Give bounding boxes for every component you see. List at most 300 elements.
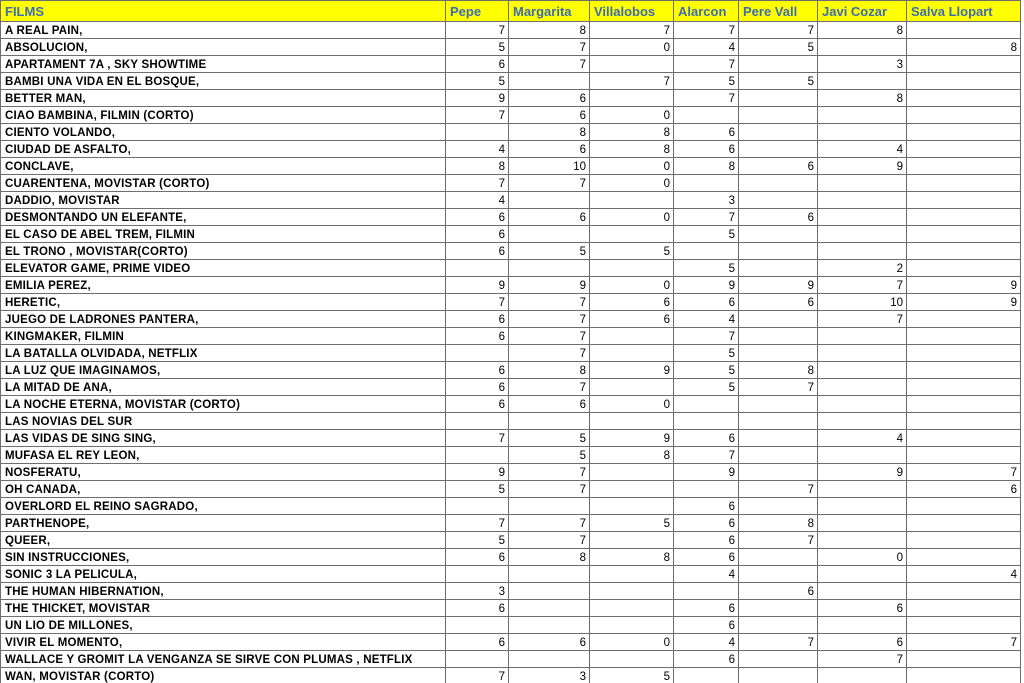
score-cell-margarita[interactable]: 8: [509, 362, 590, 379]
score-cell-margarita[interactable]: 10: [509, 158, 590, 175]
score-cell-salva-llopart[interactable]: [907, 56, 1021, 73]
film-name-cell[interactable]: NOSFERATU,: [1, 464, 446, 481]
score-cell-pere-vall[interactable]: 7: [739, 532, 818, 549]
score-cell-pepe[interactable]: 7: [446, 175, 509, 192]
score-cell-salva-llopart[interactable]: [907, 668, 1021, 683]
score-cell-alarcon[interactable]: 6: [674, 549, 739, 566]
score-cell-alarcon[interactable]: [674, 668, 739, 683]
score-cell-pepe[interactable]: 9: [446, 277, 509, 294]
score-cell-salva-llopart[interactable]: [907, 396, 1021, 413]
score-cell-javi-cozar[interactable]: 3: [818, 56, 907, 73]
score-cell-villalobos[interactable]: [590, 498, 674, 515]
score-cell-pere-vall[interactable]: 6: [739, 158, 818, 175]
score-cell-pere-vall[interactable]: [739, 107, 818, 124]
column-header-pere-vall[interactable]: Pere Vall: [739, 1, 818, 22]
score-cell-margarita[interactable]: 6: [509, 90, 590, 107]
film-name-cell[interactable]: ABSOLUCION,: [1, 39, 446, 56]
score-cell-alarcon[interactable]: 6: [674, 532, 739, 549]
score-cell-margarita[interactable]: 6: [509, 634, 590, 651]
score-cell-salva-llopart[interactable]: [907, 651, 1021, 668]
score-cell-alarcon[interactable]: 4: [674, 39, 739, 56]
score-cell-margarita[interactable]: 7: [509, 464, 590, 481]
score-cell-pere-vall[interactable]: [739, 430, 818, 447]
film-name-cell[interactable]: CIENTO VOLANDO,: [1, 124, 446, 141]
score-cell-salva-llopart[interactable]: 9: [907, 294, 1021, 311]
score-cell-villalobos[interactable]: [590, 617, 674, 634]
film-name-cell[interactable]: CONCLAVE,: [1, 158, 446, 175]
score-cell-salva-llopart[interactable]: [907, 209, 1021, 226]
score-cell-pepe[interactable]: 8: [446, 158, 509, 175]
score-cell-villalobos[interactable]: 5: [590, 668, 674, 683]
score-cell-pepe[interactable]: [446, 651, 509, 668]
score-cell-margarita[interactable]: 6: [509, 141, 590, 158]
score-cell-pere-vall[interactable]: [739, 226, 818, 243]
film-name-cell[interactable]: APARTAMENT 7A , SKY SHOWTIME: [1, 56, 446, 73]
score-cell-pere-vall[interactable]: [739, 396, 818, 413]
score-cell-javi-cozar[interactable]: 4: [818, 430, 907, 447]
score-cell-alarcon[interactable]: [674, 396, 739, 413]
score-cell-javi-cozar[interactable]: [818, 447, 907, 464]
score-cell-villalobos[interactable]: 0: [590, 39, 674, 56]
score-cell-margarita[interactable]: 8: [509, 22, 590, 39]
score-cell-javi-cozar[interactable]: [818, 396, 907, 413]
score-cell-pepe[interactable]: 7: [446, 22, 509, 39]
score-cell-salva-llopart[interactable]: [907, 158, 1021, 175]
score-cell-alarcon[interactable]: 4: [674, 311, 739, 328]
score-cell-alarcon[interactable]: 6: [674, 430, 739, 447]
score-cell-pepe[interactable]: 6: [446, 362, 509, 379]
score-cell-margarita[interactable]: 5: [509, 447, 590, 464]
score-cell-javi-cozar[interactable]: 2: [818, 260, 907, 277]
score-cell-salva-llopart[interactable]: 7: [907, 634, 1021, 651]
film-name-cell[interactable]: LA MITAD DE ANA,: [1, 379, 446, 396]
score-cell-pepe[interactable]: [446, 617, 509, 634]
score-cell-salva-llopart[interactable]: [907, 362, 1021, 379]
score-cell-pepe[interactable]: 7: [446, 107, 509, 124]
score-cell-margarita[interactable]: 7: [509, 294, 590, 311]
score-cell-javi-cozar[interactable]: [818, 515, 907, 532]
score-cell-pepe[interactable]: 6: [446, 311, 509, 328]
score-cell-javi-cozar[interactable]: 7: [818, 311, 907, 328]
score-cell-pere-vall[interactable]: [739, 192, 818, 209]
score-cell-alarcon[interactable]: 6: [674, 515, 739, 532]
score-cell-villalobos[interactable]: [590, 532, 674, 549]
film-name-cell[interactable]: CIUDAD DE ASFALTO,: [1, 141, 446, 158]
score-cell-margarita[interactable]: 7: [509, 515, 590, 532]
score-cell-pere-vall[interactable]: [739, 600, 818, 617]
score-cell-salva-llopart[interactable]: [907, 345, 1021, 362]
score-cell-javi-cozar[interactable]: [818, 668, 907, 683]
score-cell-pepe[interactable]: 7: [446, 294, 509, 311]
film-name-cell[interactable]: CIAO BAMBINA, FILMIN (CORTO): [1, 107, 446, 124]
score-cell-pere-vall[interactable]: [739, 260, 818, 277]
score-cell-margarita[interactable]: 7: [509, 311, 590, 328]
film-name-cell[interactable]: EMILIA PEREZ,: [1, 277, 446, 294]
score-cell-javi-cozar[interactable]: 10: [818, 294, 907, 311]
score-cell-villalobos[interactable]: [590, 226, 674, 243]
film-name-cell[interactable]: BAMBI UNA VIDA EN EL BOSQUE,: [1, 73, 446, 90]
film-name-cell[interactable]: LA NOCHE ETERNA, MOVISTAR (CORTO): [1, 396, 446, 413]
score-cell-salva-llopart[interactable]: 4: [907, 566, 1021, 583]
score-cell-javi-cozar[interactable]: 0: [818, 549, 907, 566]
score-cell-villalobos[interactable]: [590, 90, 674, 107]
score-cell-alarcon[interactable]: 7: [674, 328, 739, 345]
score-cell-pepe[interactable]: 3: [446, 583, 509, 600]
score-cell-villalobos[interactable]: 5: [590, 515, 674, 532]
score-cell-pepe[interactable]: 6: [446, 243, 509, 260]
score-cell-alarcon[interactable]: [674, 175, 739, 192]
score-cell-pere-vall[interactable]: [739, 141, 818, 158]
score-cell-villalobos[interactable]: [590, 413, 674, 430]
score-cell-alarcon[interactable]: [674, 583, 739, 600]
score-cell-pepe[interactable]: 6: [446, 328, 509, 345]
score-cell-alarcon[interactable]: 5: [674, 73, 739, 90]
score-cell-pere-vall[interactable]: [739, 464, 818, 481]
score-cell-alarcon[interactable]: 7: [674, 209, 739, 226]
score-cell-villalobos[interactable]: 0: [590, 209, 674, 226]
film-name-cell[interactable]: QUEER,: [1, 532, 446, 549]
score-cell-alarcon[interactable]: 5: [674, 260, 739, 277]
score-cell-alarcon[interactable]: 6: [674, 651, 739, 668]
score-cell-salva-llopart[interactable]: [907, 141, 1021, 158]
score-cell-pepe[interactable]: 6: [446, 549, 509, 566]
score-cell-villalobos[interactable]: 8: [590, 141, 674, 158]
score-cell-alarcon[interactable]: [674, 107, 739, 124]
score-cell-pere-vall[interactable]: [739, 413, 818, 430]
score-cell-pere-vall[interactable]: 7: [739, 22, 818, 39]
score-cell-pere-vall[interactable]: 6: [739, 294, 818, 311]
score-cell-javi-cozar[interactable]: [818, 192, 907, 209]
score-cell-javi-cozar[interactable]: 6: [818, 600, 907, 617]
score-cell-salva-llopart[interactable]: 9: [907, 277, 1021, 294]
score-cell-pepe[interactable]: 5: [446, 481, 509, 498]
score-cell-pere-vall[interactable]: 8: [739, 515, 818, 532]
score-cell-salva-llopart[interactable]: [907, 583, 1021, 600]
film-name-cell[interactable]: SONIC 3 LA PELICULA,: [1, 566, 446, 583]
score-cell-salva-llopart[interactable]: [907, 498, 1021, 515]
film-name-cell[interactable]: A REAL PAIN,: [1, 22, 446, 39]
score-cell-margarita[interactable]: [509, 651, 590, 668]
score-cell-salva-llopart[interactable]: [907, 243, 1021, 260]
score-cell-alarcon[interactable]: 9: [674, 464, 739, 481]
score-cell-margarita[interactable]: 7: [509, 532, 590, 549]
score-cell-alarcon[interactable]: 7: [674, 447, 739, 464]
score-cell-salva-llopart[interactable]: [907, 124, 1021, 141]
film-name-cell[interactable]: WAN, MOVISTAR (CORTO): [1, 668, 446, 683]
score-cell-salva-llopart[interactable]: 7: [907, 464, 1021, 481]
score-cell-alarcon[interactable]: 6: [674, 498, 739, 515]
score-cell-margarita[interactable]: [509, 260, 590, 277]
score-cell-javi-cozar[interactable]: [818, 328, 907, 345]
score-cell-javi-cozar[interactable]: [818, 617, 907, 634]
score-cell-margarita[interactable]: [509, 192, 590, 209]
film-name-cell[interactable]: PARTHENOPE,: [1, 515, 446, 532]
score-cell-pere-vall[interactable]: [739, 124, 818, 141]
film-name-cell[interactable]: THE THICKET, MOVISTAR: [1, 600, 446, 617]
score-cell-salva-llopart[interactable]: [907, 175, 1021, 192]
score-cell-pepe[interactable]: 4: [446, 141, 509, 158]
column-header-javi-cozar[interactable]: Javi Cozar: [818, 1, 907, 22]
score-cell-villalobos[interactable]: [590, 260, 674, 277]
score-cell-villalobos[interactable]: [590, 583, 674, 600]
score-cell-salva-llopart[interactable]: [907, 328, 1021, 345]
score-cell-salva-llopart[interactable]: [907, 226, 1021, 243]
score-cell-pere-vall[interactable]: 7: [739, 634, 818, 651]
column-header-villalobos[interactable]: Villalobos: [590, 1, 674, 22]
score-cell-margarita[interactable]: 8: [509, 124, 590, 141]
score-cell-alarcon[interactable]: 7: [674, 90, 739, 107]
score-cell-salva-llopart[interactable]: [907, 617, 1021, 634]
score-cell-pepe[interactable]: 6: [446, 379, 509, 396]
score-cell-margarita[interactable]: 6: [509, 209, 590, 226]
score-cell-margarita[interactable]: 7: [509, 481, 590, 498]
film-name-cell[interactable]: LAS VIDAS DE SING SING,: [1, 430, 446, 447]
score-cell-salva-llopart[interactable]: [907, 260, 1021, 277]
score-cell-alarcon[interactable]: 7: [674, 56, 739, 73]
score-cell-villalobos[interactable]: 7: [590, 22, 674, 39]
score-cell-villalobos[interactable]: 8: [590, 124, 674, 141]
score-cell-javi-cozar[interactable]: 9: [818, 158, 907, 175]
film-name-cell[interactable]: WALLACE Y GROMIT LA VENGANZA SE SIRVE CON PLUMAS , NETFLIX: [1, 651, 446, 668]
score-cell-margarita[interactable]: 7: [509, 39, 590, 56]
score-cell-pere-vall[interactable]: [739, 651, 818, 668]
score-cell-alarcon[interactable]: 6: [674, 600, 739, 617]
score-cell-villalobos[interactable]: [590, 328, 674, 345]
score-cell-villalobos[interactable]: 0: [590, 158, 674, 175]
score-cell-pere-vall[interactable]: [739, 566, 818, 583]
film-name-cell[interactable]: MUFASA EL REY LEON,: [1, 447, 446, 464]
score-cell-margarita[interactable]: 5: [509, 243, 590, 260]
score-cell-javi-cozar[interactable]: [818, 39, 907, 56]
score-cell-alarcon[interactable]: 5: [674, 345, 739, 362]
score-cell-villalobos[interactable]: [590, 651, 674, 668]
film-name-cell[interactable]: LA BATALLA OLVIDADA, NETFLIX: [1, 345, 446, 362]
score-cell-alarcon[interactable]: 3: [674, 192, 739, 209]
score-cell-pepe[interactable]: [446, 447, 509, 464]
score-cell-villalobos[interactable]: [590, 481, 674, 498]
score-cell-margarita[interactable]: 7: [509, 328, 590, 345]
score-cell-salva-llopart[interactable]: [907, 532, 1021, 549]
film-name-cell[interactable]: CUARENTENA, MOVISTAR (CORTO): [1, 175, 446, 192]
score-cell-alarcon[interactable]: 6: [674, 141, 739, 158]
score-cell-pepe[interactable]: 6: [446, 226, 509, 243]
score-cell-villalobos[interactable]: 0: [590, 107, 674, 124]
score-cell-margarita[interactable]: [509, 413, 590, 430]
score-cell-alarcon[interactable]: [674, 413, 739, 430]
score-cell-margarita[interactable]: 6: [509, 396, 590, 413]
score-cell-pepe[interactable]: 6: [446, 634, 509, 651]
score-cell-pere-vall[interactable]: [739, 498, 818, 515]
score-cell-javi-cozar[interactable]: [818, 481, 907, 498]
score-cell-javi-cozar[interactable]: [818, 566, 907, 583]
score-cell-villalobos[interactable]: 9: [590, 430, 674, 447]
score-cell-javi-cozar[interactable]: [818, 209, 907, 226]
score-cell-margarita[interactable]: [509, 566, 590, 583]
column-header-salva-llopart[interactable]: Salva Llopart: [907, 1, 1021, 22]
score-cell-salva-llopart[interactable]: [907, 311, 1021, 328]
score-cell-alarcon[interactable]: 9: [674, 277, 739, 294]
score-cell-margarita[interactable]: 7: [509, 379, 590, 396]
score-cell-pere-vall[interactable]: 9: [739, 277, 818, 294]
score-cell-pere-vall[interactable]: [739, 90, 818, 107]
score-cell-margarita[interactable]: 8: [509, 549, 590, 566]
film-name-cell[interactable]: LA LUZ QUE IMAGINAMOS,: [1, 362, 446, 379]
column-header-margarita[interactable]: Margarita: [509, 1, 590, 22]
score-cell-pere-vall[interactable]: [739, 56, 818, 73]
score-cell-alarcon[interactable]: [674, 481, 739, 498]
score-cell-alarcon[interactable]: 6: [674, 124, 739, 141]
score-cell-pepe[interactable]: [446, 345, 509, 362]
score-cell-javi-cozar[interactable]: [818, 345, 907, 362]
film-name-cell[interactable]: OVERLORD EL REINO SAGRADO,: [1, 498, 446, 515]
score-cell-villalobos[interactable]: 8: [590, 549, 674, 566]
film-name-cell[interactable]: VIVIR EL MOMENTO,: [1, 634, 446, 651]
score-cell-pepe[interactable]: 9: [446, 90, 509, 107]
score-cell-javi-cozar[interactable]: [818, 532, 907, 549]
score-cell-pere-vall[interactable]: [739, 345, 818, 362]
score-cell-pepe[interactable]: 4: [446, 192, 509, 209]
score-cell-salva-llopart[interactable]: [907, 549, 1021, 566]
score-cell-pepe[interactable]: [446, 498, 509, 515]
score-cell-villalobos[interactable]: [590, 56, 674, 73]
film-name-cell[interactable]: THE HUMAN HIBERNATION,: [1, 583, 446, 600]
score-cell-salva-llopart[interactable]: [907, 107, 1021, 124]
film-name-cell[interactable]: EL TRONO , MOVISTAR(CORTO): [1, 243, 446, 260]
film-name-cell[interactable]: UN LIO DE MILLONES,: [1, 617, 446, 634]
score-cell-pepe[interactable]: 9: [446, 464, 509, 481]
score-cell-javi-cozar[interactable]: [818, 73, 907, 90]
score-cell-pere-vall[interactable]: [739, 175, 818, 192]
score-cell-salva-llopart[interactable]: [907, 515, 1021, 532]
film-name-cell[interactable]: OH CANADA,: [1, 481, 446, 498]
score-cell-pere-vall[interactable]: [739, 328, 818, 345]
film-name-cell[interactable]: SIN INSTRUCCIONES,: [1, 549, 446, 566]
score-cell-villalobos[interactable]: [590, 600, 674, 617]
film-name-cell[interactable]: JUEGO DE LADRONES PANTERA,: [1, 311, 446, 328]
score-cell-salva-llopart[interactable]: [907, 379, 1021, 396]
score-cell-pere-vall[interactable]: [739, 311, 818, 328]
score-cell-pepe[interactable]: [446, 124, 509, 141]
score-cell-alarcon[interactable]: 5: [674, 226, 739, 243]
score-cell-javi-cozar[interactable]: [818, 498, 907, 515]
score-cell-villalobos[interactable]: [590, 345, 674, 362]
film-name-cell[interactable]: BETTER MAN,: [1, 90, 446, 107]
score-cell-villalobos[interactable]: 0: [590, 277, 674, 294]
score-cell-pere-vall[interactable]: [739, 243, 818, 260]
score-cell-pepe[interactable]: 7: [446, 430, 509, 447]
score-cell-villalobos[interactable]: 0: [590, 175, 674, 192]
score-cell-javi-cozar[interactable]: [818, 175, 907, 192]
score-cell-margarita[interactable]: [509, 617, 590, 634]
score-cell-javi-cozar[interactable]: 8: [818, 22, 907, 39]
score-cell-salva-llopart[interactable]: 8: [907, 39, 1021, 56]
column-header-pepe[interactable]: Pepe: [446, 1, 509, 22]
score-cell-alarcon[interactable]: 4: [674, 634, 739, 651]
score-cell-pere-vall[interactable]: 5: [739, 73, 818, 90]
score-cell-salva-llopart[interactable]: [907, 192, 1021, 209]
score-cell-salva-llopart[interactable]: [907, 90, 1021, 107]
score-cell-alarcon[interactable]: 5: [674, 379, 739, 396]
film-name-cell[interactable]: KINGMAKER, FILMIN: [1, 328, 446, 345]
score-cell-pepe[interactable]: 7: [446, 515, 509, 532]
score-cell-pere-vall[interactable]: 6: [739, 209, 818, 226]
score-cell-pepe[interactable]: [446, 566, 509, 583]
score-cell-alarcon[interactable]: [674, 243, 739, 260]
score-cell-pepe[interactable]: 5: [446, 39, 509, 56]
score-cell-pere-vall[interactable]: [739, 668, 818, 683]
score-cell-pepe[interactable]: 6: [446, 209, 509, 226]
score-cell-pere-vall[interactable]: [739, 549, 818, 566]
score-cell-margarita[interactable]: 7: [509, 175, 590, 192]
score-cell-salva-llopart[interactable]: [907, 430, 1021, 447]
score-cell-javi-cozar[interactable]: 9: [818, 464, 907, 481]
score-cell-javi-cozar[interactable]: 6: [818, 634, 907, 651]
score-cell-salva-llopart[interactable]: [907, 22, 1021, 39]
score-cell-pere-vall[interactable]: 7: [739, 481, 818, 498]
score-cell-javi-cozar[interactable]: [818, 413, 907, 430]
score-cell-javi-cozar[interactable]: 7: [818, 651, 907, 668]
column-header-films[interactable]: FILMS: [1, 1, 446, 22]
score-cell-margarita[interactable]: 7: [509, 345, 590, 362]
score-cell-salva-llopart[interactable]: [907, 600, 1021, 617]
score-cell-margarita[interactable]: 3: [509, 668, 590, 683]
score-cell-villalobos[interactable]: [590, 566, 674, 583]
film-name-cell[interactable]: HERETIC,: [1, 294, 446, 311]
score-cell-margarita[interactable]: [509, 583, 590, 600]
score-cell-margarita[interactable]: 7: [509, 56, 590, 73]
score-cell-villalobos[interactable]: [590, 192, 674, 209]
score-cell-villalobos[interactable]: 0: [590, 634, 674, 651]
film-name-cell[interactable]: DESMONTANDO UN ELEFANTE,: [1, 209, 446, 226]
score-cell-alarcon[interactable]: 5: [674, 362, 739, 379]
score-cell-pere-vall[interactable]: 6: [739, 583, 818, 600]
score-cell-margarita[interactable]: 6: [509, 107, 590, 124]
score-cell-margarita[interactable]: [509, 498, 590, 515]
film-name-cell[interactable]: EL CASO DE ABEL TREM, FILMIN: [1, 226, 446, 243]
score-cell-javi-cozar[interactable]: [818, 107, 907, 124]
score-cell-margarita[interactable]: 5: [509, 430, 590, 447]
score-cell-villalobos[interactable]: 8: [590, 447, 674, 464]
score-cell-alarcon[interactable]: 6: [674, 617, 739, 634]
score-cell-javi-cozar[interactable]: [818, 583, 907, 600]
score-cell-javi-cozar[interactable]: [818, 379, 907, 396]
score-cell-alarcon[interactable]: 4: [674, 566, 739, 583]
score-cell-margarita[interactable]: 9: [509, 277, 590, 294]
score-cell-salva-llopart[interactable]: [907, 73, 1021, 90]
score-cell-pepe[interactable]: 6: [446, 396, 509, 413]
score-cell-villalobos[interactable]: 7: [590, 73, 674, 90]
score-cell-alarcon[interactable]: 7: [674, 22, 739, 39]
score-cell-margarita[interactable]: [509, 600, 590, 617]
score-cell-pere-vall[interactable]: 8: [739, 362, 818, 379]
score-cell-margarita[interactable]: [509, 73, 590, 90]
score-cell-pere-vall[interactable]: 5: [739, 39, 818, 56]
film-name-cell[interactable]: LAS NOVIAS DEL SUR: [1, 413, 446, 430]
score-cell-pepe[interactable]: 6: [446, 600, 509, 617]
score-cell-javi-cozar[interactable]: [818, 124, 907, 141]
score-cell-villalobos[interactable]: 9: [590, 362, 674, 379]
score-cell-javi-cozar[interactable]: 4: [818, 141, 907, 158]
score-cell-villalobos[interactable]: 6: [590, 294, 674, 311]
score-cell-alarcon[interactable]: 8: [674, 158, 739, 175]
score-cell-javi-cozar[interactable]: [818, 243, 907, 260]
score-cell-salva-llopart[interactable]: [907, 413, 1021, 430]
score-cell-margarita[interactable]: [509, 226, 590, 243]
score-cell-pepe[interactable]: 7: [446, 668, 509, 683]
score-cell-javi-cozar[interactable]: 8: [818, 90, 907, 107]
film-name-cell[interactable]: ELEVATOR GAME, PRIME VIDEO: [1, 260, 446, 277]
score-cell-villalobos[interactable]: 0: [590, 396, 674, 413]
